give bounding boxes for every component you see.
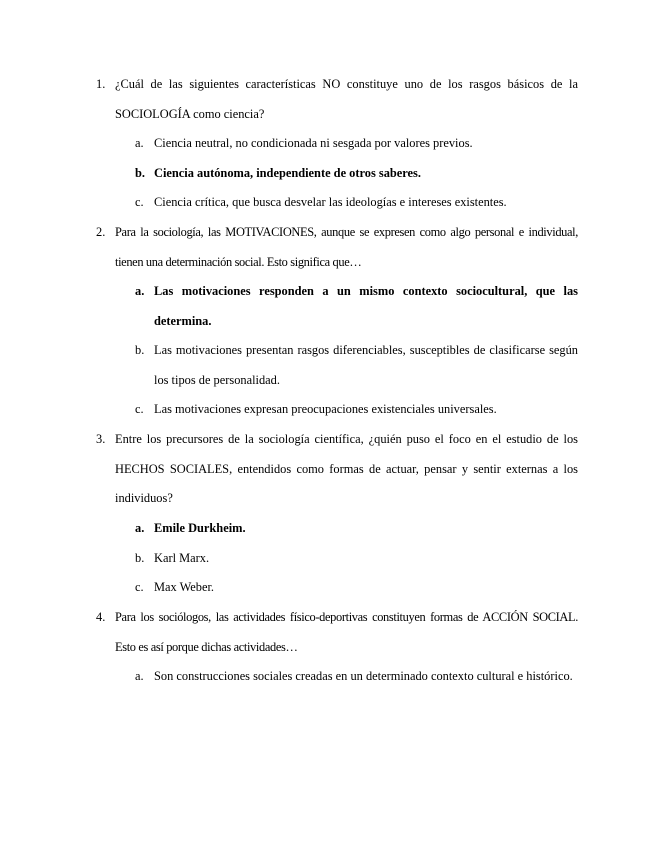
option-text: Son construcciones sociales creadas en un determinado contexto cultural e histórico. [154, 669, 573, 683]
option-letter: a. [135, 521, 145, 535]
option-letter: a. [135, 284, 145, 298]
option-text: Max Weber. [154, 580, 215, 594]
option-text: Ciencia autónoma, independiente de otros saberes. [154, 165, 421, 180]
option-text: Karl Marx. [154, 550, 210, 565]
option-text: Las motivaciones expresan preocupaciones existenciales universales. [154, 402, 497, 416]
option-3b [135, 544, 578, 574]
option-3c [135, 573, 578, 603]
question-text: ¿Cuál de las siguientes características NO constituye uno de los rasgos básicos de la SOCIOLOGÍA como ciencia? [115, 77, 578, 121]
option-text: Ciencia neutral, no condicionada ni sesgada por valores previos. [154, 136, 473, 150]
question-text: Para la sociología, las MOTIVACIONES, aunque se expresen como algo personal e individual, tienen una determinación social. Esto significa que… [115, 225, 578, 269]
question-number: 4. [96, 610, 106, 624]
option-1a [135, 129, 578, 159]
option-letter: a. [135, 669, 144, 683]
option-letter: c. [135, 402, 144, 416]
option-1c [135, 188, 578, 218]
question-number: 3. [96, 432, 106, 446]
option-text: Las motivaciones presentan rasgos diferenciables, susceptibles de clasificarse según los tipos de personalidad. [154, 343, 578, 387]
option-2b [135, 336, 578, 395]
option-4a [135, 662, 578, 692]
question-1-options [135, 129, 578, 218]
option-letter: a. [135, 136, 144, 150]
question-2-options [135, 277, 578, 425]
option-2a-correct [135, 277, 578, 336]
question-4-options [135, 662, 578, 692]
option-1b-correct [135, 159, 578, 189]
option-letter: b. [135, 550, 145, 565]
option-letter: b. [135, 165, 145, 180]
question-3 [96, 425, 578, 514]
option-2c [135, 395, 578, 425]
option-letter: c. [135, 580, 144, 594]
option-3a-correct [135, 514, 578, 544]
question-4 [96, 603, 578, 662]
option-text: Las motivaciones responden a un mismo contexto sociocultural, que las determina. [154, 284, 578, 328]
option-text: Emile Durkheim. [154, 521, 246, 535]
question-3-options [135, 514, 578, 603]
option-text: Ciencia crítica, que busca desvelar las ideologías e intereses existentes. [154, 195, 507, 209]
question-number: 1. [96, 77, 106, 91]
question-text: Entre los precursores de la sociología científica, ¿quién puso el foco en el estudio de los HECHOS SOCIALES, entendidos como formas de actuar, pensar y sentir externas a los individuos? [115, 432, 578, 505]
question-1 [96, 70, 578, 129]
option-letter: b. [135, 343, 145, 357]
question-2 [96, 218, 578, 277]
question-text: Para los sociólogos, las actividades físico-deportivas constituyen formas de ACCIÓN SOCIAL. Esto es así porque dichas actividades… [115, 610, 578, 654]
question-number: 2. [96, 225, 106, 239]
option-letter: c. [135, 195, 144, 209]
